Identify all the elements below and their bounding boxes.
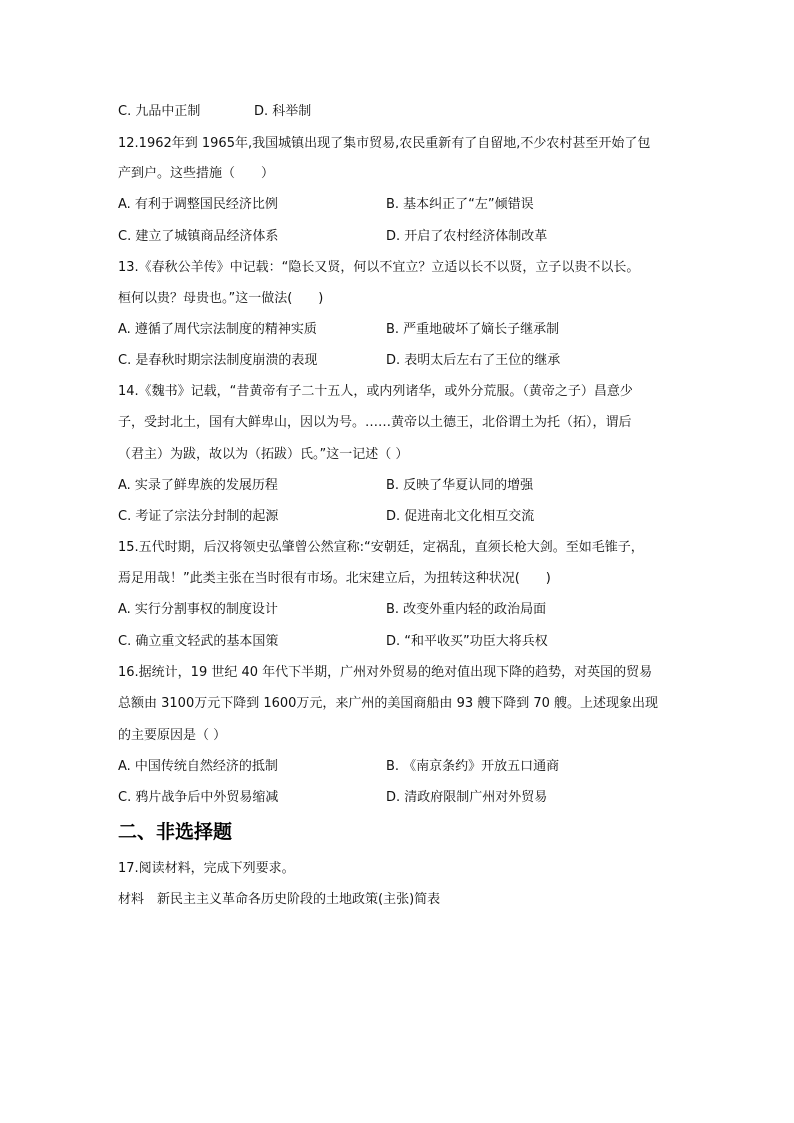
question-15-option-a: A. 实行分割事权的制度设计 xyxy=(118,602,278,617)
question-13-option-d: D. 表明太后左右了王位的继承 xyxy=(386,353,561,368)
question-14-option-d: D. 促进南北文化相互交流 xyxy=(386,509,535,524)
question-16-stem-line-1: 16.据统计，19 世纪 40 年代下半期，广州对外贸易的绝对值出现下降的趋势，对英国的贸易 xyxy=(118,665,653,680)
question-13-stem-line-2: 桓何以贵？母贵也。”这一做法( ) xyxy=(118,291,324,306)
question-16-option-c: C. 鸦片战争后中外贸易缩减 xyxy=(118,790,279,805)
question-15-option-b: B. 改变外重内轻的政治局面 xyxy=(386,602,547,617)
question-15-option-d: D. “和平收买”功臣大将兵权 xyxy=(386,634,548,649)
question-15-stem-line-2: 焉足用哉！”此类主张在当时很有市场。北宋建立后，为扭转这种状况( ) xyxy=(118,571,551,586)
question-12-stem-line-2: 产到户。这些措施（ ） xyxy=(118,166,275,181)
question-15-stem-line-1: 15.五代时期，后汉将领史弘肇曾公然宣称:“安朝廷，定祸乱，直须长枪大剑。至如毛锥子， xyxy=(118,540,644,555)
question-13-option-b: B. 严重地破坏了嫡长子继承制 xyxy=(386,322,560,337)
question-17-material-caption: 材料 新民主主义革命各历史阶段的土地政策(主张)简表 xyxy=(118,892,441,907)
question-12-option-a: A. 有利于调整国民经济比例 xyxy=(118,197,278,212)
section-heading: 二、非选择题 xyxy=(118,821,233,843)
question-14-option-b: B. 反映了华夏认同的增强 xyxy=(386,478,534,493)
question-16-option-a: A. 中国传统自然经济的抵制 xyxy=(118,759,278,774)
question-16-option-d: D. 清政府限制广州对外贸易 xyxy=(386,790,548,805)
question-13-stem-line-1: 13.《春秋公羊传》中记载：“隐长又贤，何以不宜立？立适以长不以贤，立子以贵不以长。 xyxy=(118,260,640,275)
question-14-stem-line-1: 14.《魏书》记载，“昔黄帝有子二十五人，或内列诸华，或外分荒服。（黄帝之子）昌意少 xyxy=(118,384,633,399)
prev-option-c: C. 九品中正制 xyxy=(118,104,201,119)
question-14-stem-line-2: 子，受封北土，国有大鲜卑山，因以为号。……黄帝以土德王，北俗谓土为托（拓），谓后 xyxy=(118,415,632,430)
question-12-option-d: D. 开启了农村经济体制改革 xyxy=(386,229,548,244)
question-12-option-b: B. 基本纠正了“左”倾错误 xyxy=(386,197,534,212)
question-13-option-a: A. 遵循了周代宗法制度的精神实质 xyxy=(118,322,317,337)
question-17-stem: 17.阅读材料，完成下列要求。 xyxy=(118,861,295,876)
question-14-option-a: A. 实录了鲜卑族的发展历程 xyxy=(118,478,278,493)
question-16-option-b: B. 《南京条约》开放五口通商 xyxy=(386,759,560,774)
question-12-option-c: C. 建立了城镇商品经济体系 xyxy=(118,229,279,244)
prev-option-d: D. 科举制 xyxy=(254,104,312,119)
question-16-stem-line-3: 的主要原因是（ ） xyxy=(118,728,227,743)
question-14-stem-line-3: （君主）为跋，故以为（拓跋）氏。”这一记述（ ） xyxy=(118,447,409,462)
question-16-stem-line-2: 总额由 3100万元下降到 1600万元，来广州的美国商船由 93 艘下降到 70 艘。上述现象出现 xyxy=(118,696,659,711)
question-15-option-c: C. 确立重文轻武的基本国策 xyxy=(118,634,279,649)
question-12-stem-line-1: 12.1962年到 1965年,我国城镇出现了集市贸易,农民重新有了自留地,不少农村甚至开始了包 xyxy=(118,136,651,151)
question-14-option-c: C. 考证了宗法分封制的起源 xyxy=(118,509,279,524)
question-13-option-c: C. 是春秋时期宗法制度崩溃的表现 xyxy=(118,353,318,368)
